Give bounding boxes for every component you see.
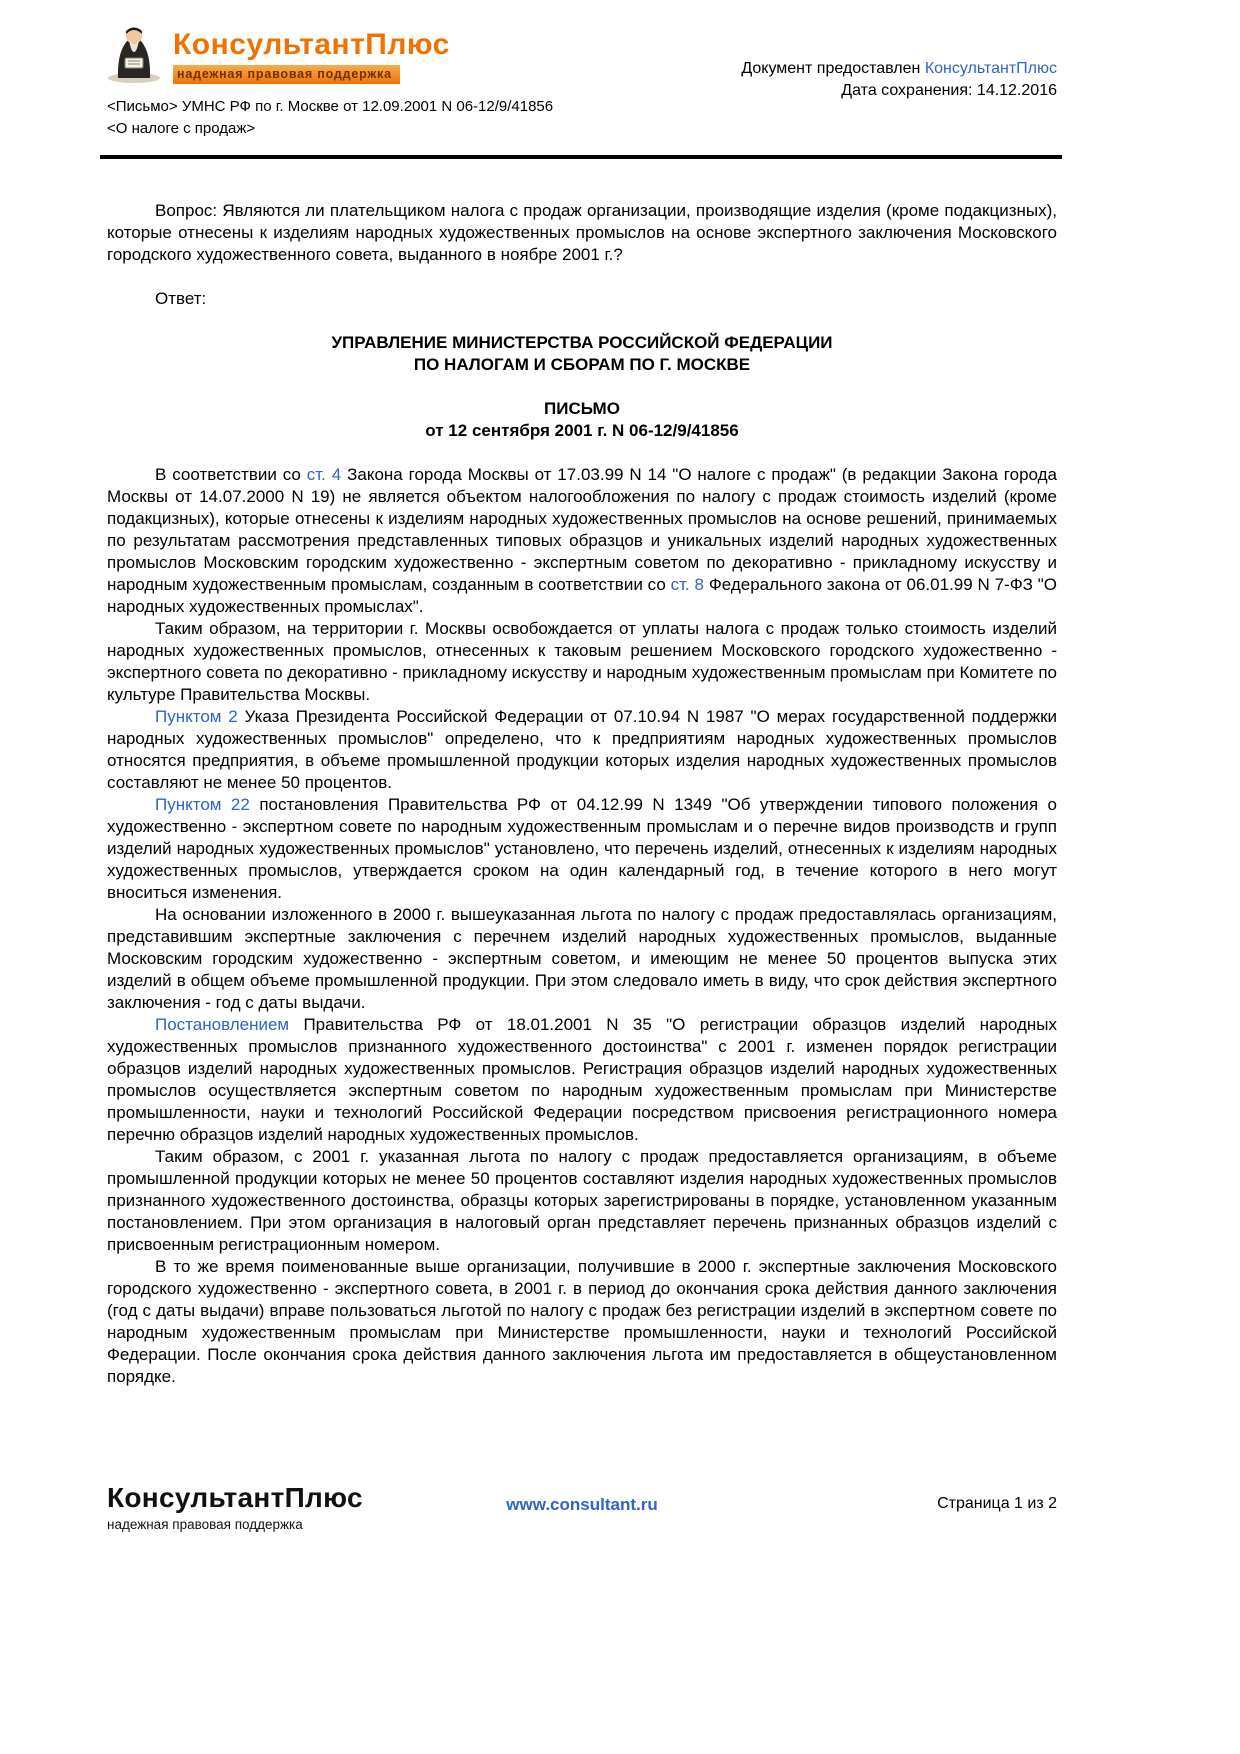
logo-tagline: надежная правовая поддержка — [173, 65, 400, 84]
doc-link[interactable]: Пунктом 2 — [155, 707, 238, 726]
letter-paragraph — [107, 904, 1057, 1014]
doc-date-number: от 12 сентября 2001 г. N 06-12/9/41856 — [425, 421, 739, 440]
doc-link[interactable]: ст. 4 — [306, 465, 342, 484]
answer-label: Ответ: — [155, 289, 207, 308]
consultantplus-link[interactable]: КонсультантПлюс — [924, 60, 1057, 77]
org-name-line1: УПРАВЛЕНИЕ МИНИСТЕРСТВА РОССИЙСКОЙ ФЕДЕРАЦИИ — [331, 333, 833, 352]
paragraph-text: Закона города Москвы от 17.03.99 N 14 "О налоге с продаж" (в редакции Закона города Москвы от 14.07.2000 N 19) не является объектом налогообложения по налогу с продаж стоимость изделий (кроме подакцизных), которые отнесены к изделиям народных художественных промыслов на основе решений, принимаемых по результатам рассмотрения представленных типовых образцов и уникальных изделий народных художественных промыслов Московским городским художественно - экспертным советом по декоративно - прикладному искусству и народным художественным промыслам, созданным в соответствии со — [107, 465, 1057, 594]
doc-link[interactable]: ст. 8 — [670, 575, 705, 594]
consultant-site-link[interactable]: www.consultant.ru — [506, 1495, 658, 1514]
page-indicator: Страница 1 из 2 — [937, 1495, 1057, 1512]
header-provided-block — [741, 58, 1057, 102]
logo-text — [173, 24, 450, 84]
paragraph-text: В то же время поименованные выше организации, получившие в 2000 г. экспертные заключения Московского городского художественно - экспертного совета, в 2001 г. в период до окончания срока действия данного заключения (год с даты выдачи) вправе пользоваться льготой по налогу с продаж без регистрации изделий в экспертном совете по народным художественным промыслам при Министерстве промышленности, науки и технологий Российской Федерации. После окончания срока действия данного заключения льгота им предоставляется в общеустановленном порядке. — [107, 1257, 1057, 1386]
consultantplus-scribe-icon — [105, 24, 163, 84]
letter-paragraph — [107, 706, 1057, 794]
doc-link[interactable]: Постановлением — [155, 1015, 290, 1034]
doc-reference — [107, 96, 553, 140]
provided-prefix: Документ предоставлен — [741, 60, 925, 77]
doc-type: ПИСЬМО — [544, 399, 620, 418]
doc-ref-line2: <О налоге с продаж> — [107, 120, 256, 137]
letter-paragraph — [107, 794, 1057, 904]
provided-line — [741, 58, 1057, 80]
consultantplus-logo — [105, 24, 450, 84]
footer — [107, 1482, 1057, 1532]
paragraph-text: На основании изложенного в 2000 г. вышеуказанная льгота по налогу с продаж предоставлялась организациям, представившим экспертные заключения с перечнем изделий народных художественных промыслов, выданные Московским городским художественно - экспертным советом, и имеющим не менее 50 процентов выпуска этих изделий в общем объеме промышленной продукции. При этом следовало иметь в виду, что срок действия экспертного заключения - год с даты выдачи. — [107, 905, 1057, 1012]
logo-title: КонсультантПлюс — [173, 28, 450, 61]
letter-paragraph — [107, 1256, 1057, 1388]
paragraph-text: Указа Президента Российской Федерации от 07.10.94 N 1987 "О мерах государственной поддержки народных художественных промыслов" определено, что к предприятиям народных художественных промыслов относятся предприятия, в объеме промышленной продукции которых изделия народных художественных промыслов составляют не менее 50 процентов. — [107, 707, 1058, 792]
footer-url-wrap — [430, 1482, 734, 1515]
paragraph-text: постановления Правительства РФ от 04.12.99 N 1349 "Об утверждении типового положения о художественно - экспертном совете по народным художественным промыслам и о перечне видов производств и групп изделий народных художественных промыслов" установлено, что перечень изделий, отнесенных к изделиям народных художественных промыслов, утверждается сроком на один календарный год, в течение которого в него могут вноситься изменения. — [107, 795, 1058, 902]
letter-heading — [107, 332, 1057, 442]
paragraph-text: Федерального закона от 06.01.99 N 7-ФЗ "О народных художественных промыслах". — [107, 575, 1057, 616]
doc-ref-line1: <Письмо> УМНС РФ по г. Москве от 12.09.2001 N 06-12/9/41856 — [107, 98, 554, 115]
letter-paragraphs — [107, 464, 1057, 1388]
letter-paragraph — [107, 618, 1057, 706]
doc-link[interactable]: Пунктом 22 — [155, 795, 250, 814]
letter-paragraph — [107, 464, 1057, 618]
paragraph-text: Таким образом, на территории г. Москвы освобождается от уплаты налога с продаж только стоимость изделий народных художественных промыслов, отнесенных к таковым решением Московского городского художественно - экспертного совета по декоративно - прикладному искусству и народным художественным промыслам при Комитете по культуре Правительства Москвы. — [107, 619, 1057, 704]
letter-paragraph — [107, 1146, 1057, 1256]
document-body — [107, 200, 1057, 1388]
heading-gap — [107, 376, 1057, 398]
header-rule — [100, 155, 1062, 159]
save-date: Дата сохранения: 14.12.2016 — [841, 82, 1057, 99]
footer-logo — [107, 1482, 430, 1532]
letter-paragraph — [107, 1014, 1057, 1146]
footer-logo-tagline: надежная правовая поддержка — [107, 1517, 303, 1532]
org-name-line2: ПО НАЛОГАМ И СБОРАМ ПО Г. МОСКВЕ — [413, 355, 751, 374]
paragraph-text: Таким образом, с 2001 г. указанная льгота по налогу с продаж предоставляется организациям, в объеме промышленной продукции которых не менее 50 процентов составляют изделия народных художественных промыслов признанного художественного достоинства, образцы которых зарегистрированы в порядке, установленном указанным постановлением. При этом организация в налоговый орган представляет перечень признанных образцов изделий с присвоенным регистрационным номером. — [107, 1147, 1057, 1254]
paragraph-text: В соответствии со — [155, 465, 307, 484]
footer-logo-title: КонсультантПлюс — [107, 1482, 363, 1513]
paragraph-text: Правительства РФ от 18.01.2001 N 35 "О регистрации образцов изделий народных художественных промыслов признанного художественного достоинства" с 2001 г. изменен порядок регистрации образцов изделий народных художественных промыслов. Регистрация образцов изделий народных художественных промыслов осуществляется экспертным советом по народным художественным промыслам при Министерстве промышленности, науки и технологий Российской Федерации посредством присвоения регистрационного номера перечню образцов изделий народных художественных промыслов. — [107, 1015, 1057, 1144]
question-paragraph: Вопрос: Являются ли плательщиком налога с продаж организации, производящие изделия (кроме подакцизных), которые отнесены к изделиям народных художественных промыслов на основе экспертного заключения Московского городского художественного совета, выданного в ноябре 2001 г.? — [107, 201, 1057, 264]
